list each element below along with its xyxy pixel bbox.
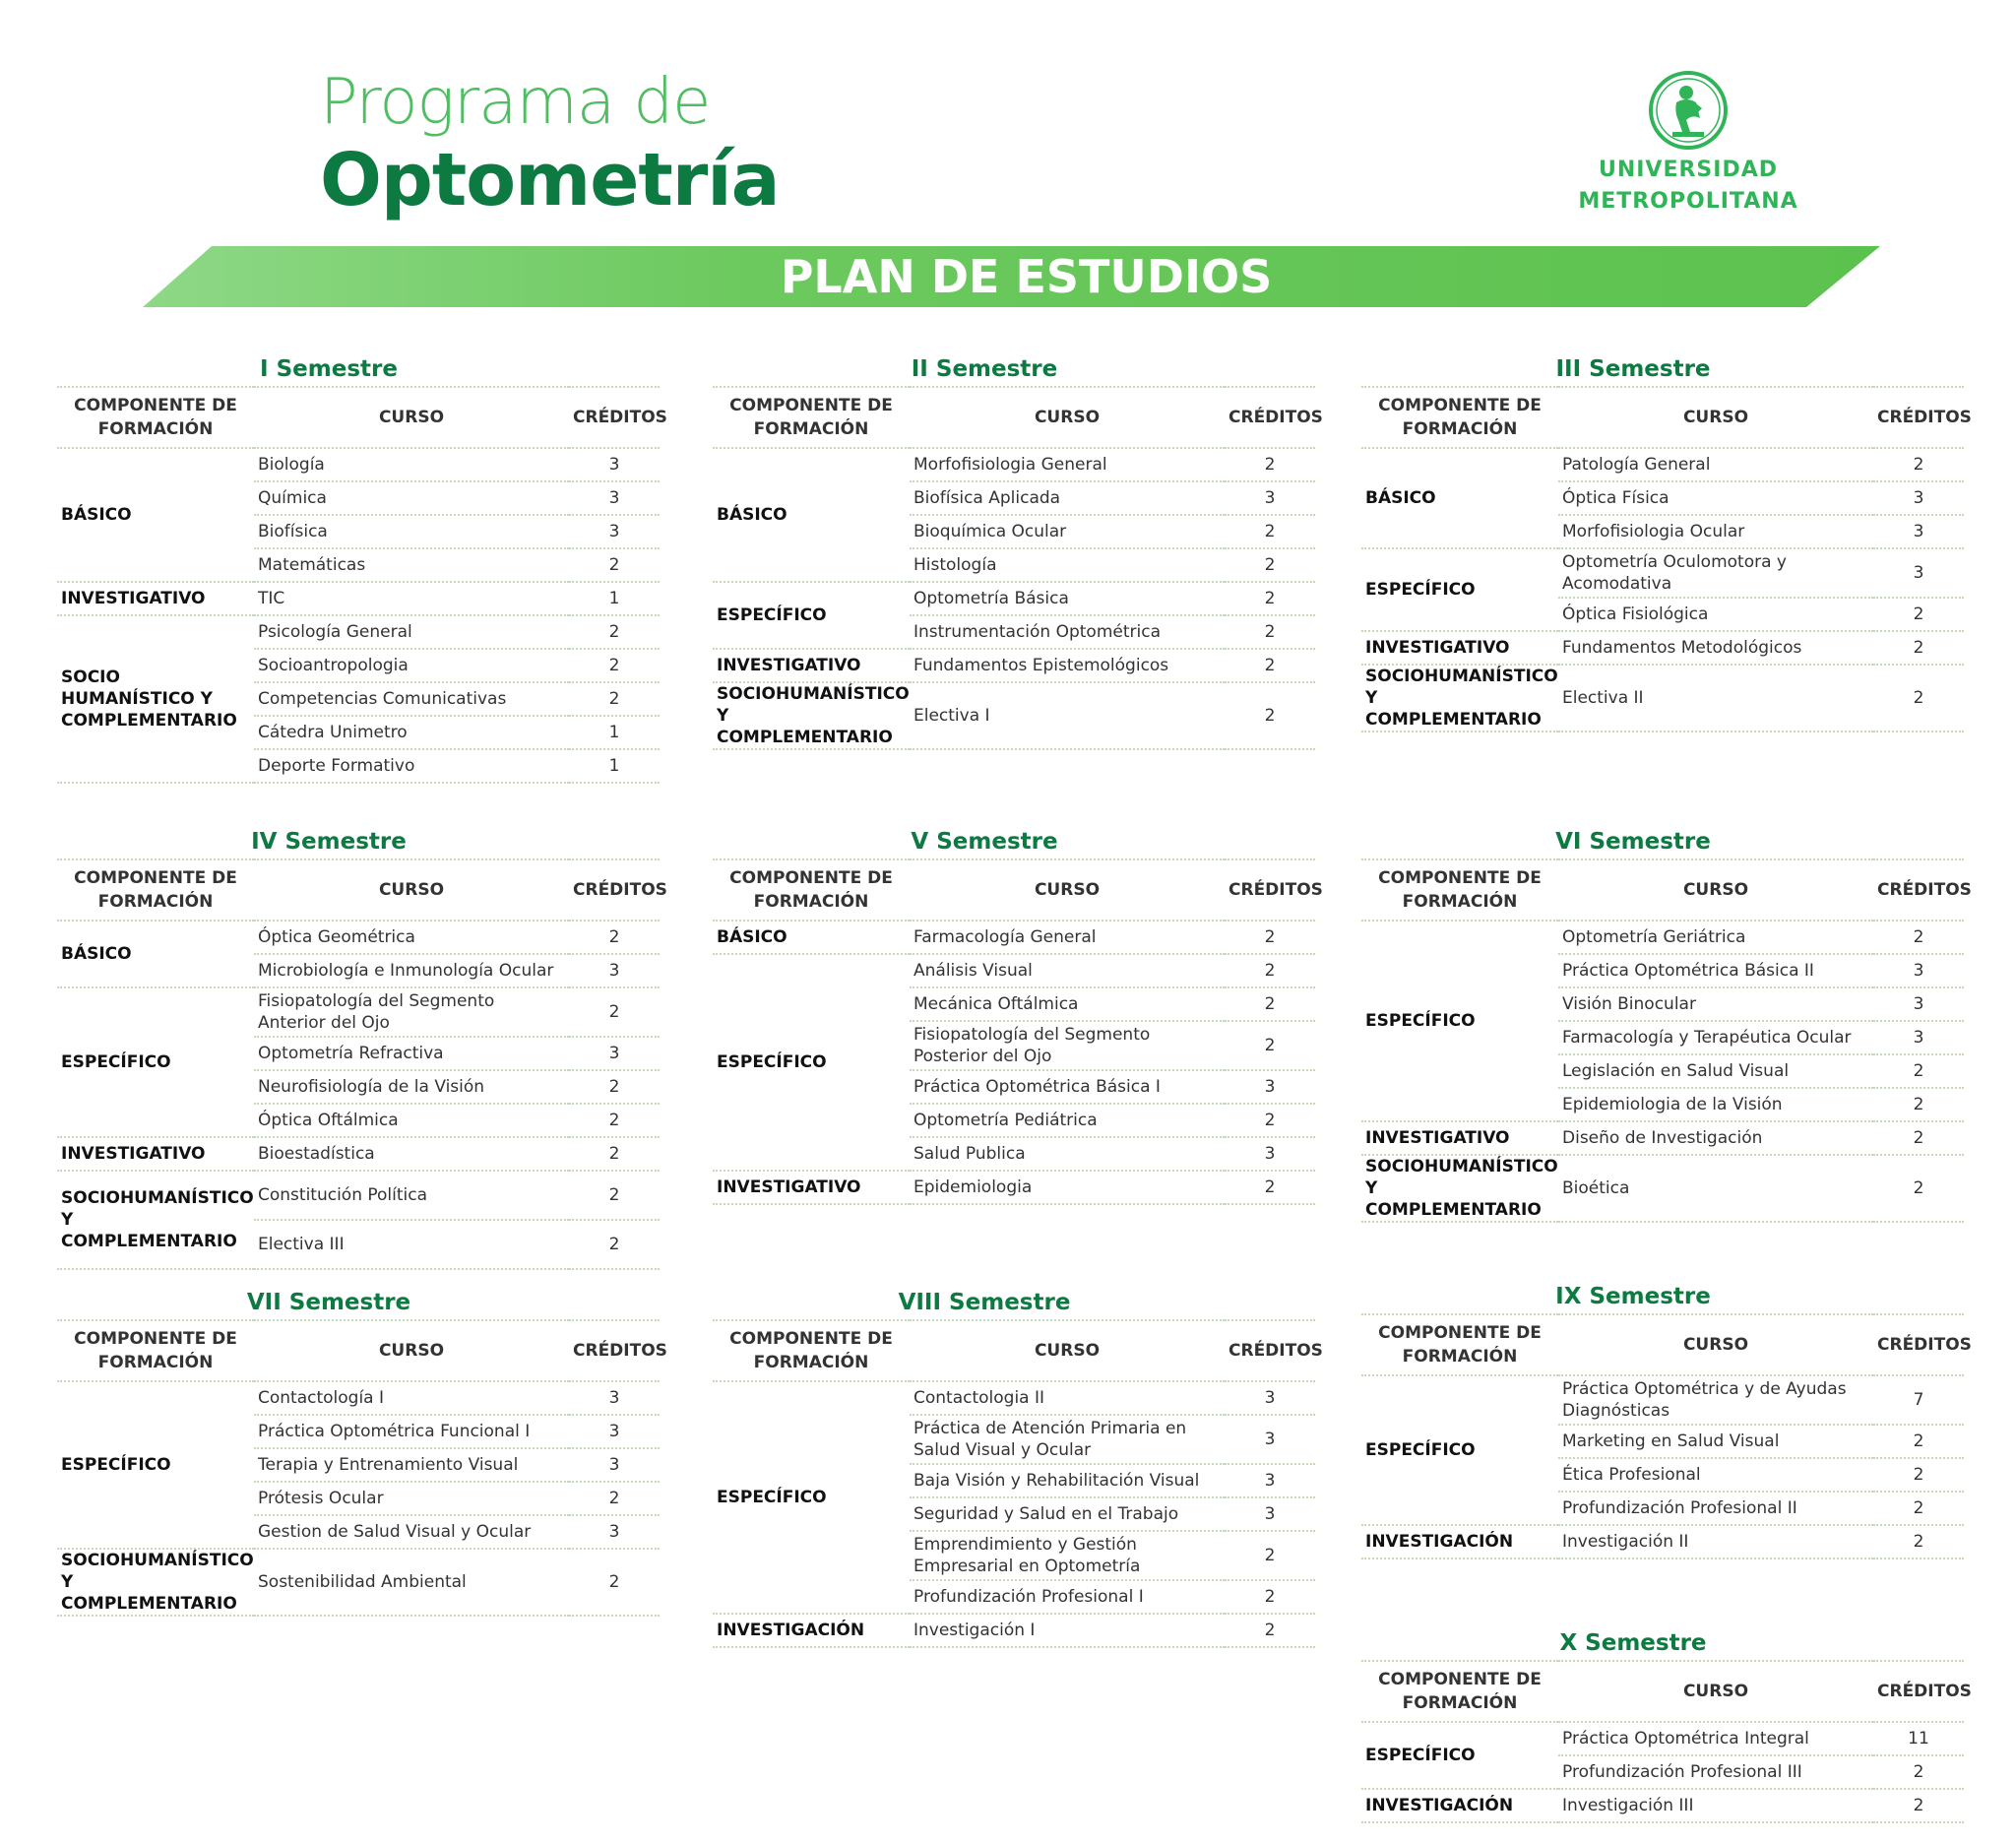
course-name: Prótesis Ocular: [254, 1482, 569, 1515]
table-row: [713, 1614, 1315, 1647]
header-credits: CRÉDITOS: [1225, 387, 1315, 448]
semester-block: [57, 352, 667, 784]
header-course: CURSO: [1558, 387, 1873, 448]
course-credits: 2: [569, 921, 660, 954]
course-credits: 3: [1225, 1464, 1315, 1497]
component-label: BÁSICO: [713, 921, 910, 954]
course-credits: 2: [1225, 682, 1315, 749]
table-row: [57, 582, 660, 615]
header-credits: CRÉDITOS: [569, 859, 660, 921]
component-label: INVESTIGATIVO: [1361, 1121, 1558, 1155]
header-credits: CRÉDITOS: [1873, 387, 1964, 448]
course-credits: 2: [1873, 448, 1964, 481]
component-label: BÁSICO: [1361, 448, 1558, 548]
course-credits: 2: [1873, 1492, 1964, 1525]
course-credits: 1: [569, 749, 660, 783]
semester-block: [713, 825, 1323, 1205]
course-name: Práctica Optométrica Integral: [1558, 1722, 1873, 1755]
course-name: Baja Visión y Rehabilitación Visual: [910, 1464, 1225, 1497]
component-label: BÁSICO: [57, 448, 254, 582]
course-name: Microbiología e Inmunología Ocular: [254, 954, 569, 987]
semester-title: II Semestre: [911, 356, 1058, 382]
course-name: Optometría Pediátrica: [910, 1104, 1225, 1137]
component-label: INVESTIGACIÓN: [1361, 1525, 1558, 1558]
semester-title: I Semestre: [260, 356, 398, 382]
course-credits: 3: [569, 1448, 660, 1482]
semester-block: [713, 1286, 1323, 1648]
course-name: Psicología General: [254, 615, 569, 649]
course-credits: 2: [1225, 1104, 1315, 1137]
course-name: Visión Binocular: [1558, 987, 1873, 1021]
course-name: Cátedra Unimetro: [254, 716, 569, 749]
component-label: ESPECÍFICO: [713, 954, 910, 1171]
course-credits: 3: [1873, 1021, 1964, 1054]
plan-banner-text: PLAN DE ESTUDIOS: [780, 250, 1273, 303]
component-label: BÁSICO: [713, 448, 910, 582]
semester-table: [57, 858, 667, 1270]
course-credits: 2: [1873, 1155, 1964, 1222]
course-credits: 7: [1873, 1375, 1964, 1425]
course-credits: 11: [1873, 1722, 1964, 1755]
table-row: [713, 1381, 1315, 1415]
course-credits: 2: [569, 1137, 660, 1171]
component-label: ESPECÍFICO: [57, 987, 254, 1137]
course-credits: 2: [569, 1070, 660, 1104]
table-row: [713, 448, 1315, 481]
table-row: [57, 1171, 660, 1220]
course-name: Seguridad y Salud en el Trabajo: [910, 1497, 1225, 1531]
course-name: Optometría Geriátrica: [1558, 921, 1873, 954]
course-name: Óptica Fisiológica: [1558, 598, 1873, 631]
course-credits: 3: [1873, 954, 1964, 987]
table-row: [1361, 1789, 1964, 1822]
course-name: Matemáticas: [254, 548, 569, 582]
header-course: CURSO: [910, 387, 1225, 448]
course-credits: 3: [1225, 1070, 1315, 1104]
table-row: [1361, 1375, 1964, 1425]
course-name: Terapia y Entrenamiento Visual: [254, 1448, 569, 1482]
semester-block: [713, 352, 1323, 750]
course-credits: 2: [1873, 665, 1964, 731]
course-credits: 2: [1873, 1458, 1964, 1492]
course-credits: 2: [569, 682, 660, 716]
course-credits: 2: [569, 548, 660, 582]
course-name: Optometría Básica: [910, 582, 1225, 615]
component-label: ESPECÍFICO: [1361, 548, 1558, 631]
course-name: Contactologia II: [910, 1381, 1225, 1415]
semester-block: [1361, 1626, 1972, 1823]
component-label: INVESTIGATIVO: [713, 1171, 910, 1204]
header-course: CURSO: [1558, 1661, 1873, 1722]
semester-title: V Semestre: [911, 829, 1058, 855]
table-row: [713, 954, 1315, 987]
component-label: INVESTIGATIVO: [1361, 631, 1558, 665]
course-credits: 2: [1225, 1021, 1315, 1070]
header-course: CURSO: [254, 1320, 569, 1381]
table-row: [1361, 1121, 1964, 1155]
component-label: SOCIOHUMANÍSTICO Y COMPLEMENTARIO: [713, 682, 910, 749]
semester-title: III Semestre: [1555, 356, 1711, 382]
table-row: [57, 1381, 660, 1415]
university-name-line2: METROPOLITANA: [1578, 189, 1798, 214]
course-credits: 3: [569, 515, 660, 548]
course-name: Óptica Física: [1558, 481, 1873, 515]
table-row: [57, 921, 660, 954]
component-label: SOCIOHUMANÍSTICO Y COMPLEMENTARIO: [1361, 665, 1558, 731]
table-row: [713, 921, 1315, 954]
semester-title: VI Semestre: [1555, 829, 1711, 855]
course-name: Fisiopatología del Segmento Anterior del Ojo: [254, 987, 569, 1037]
plan-banner: [143, 246, 1880, 307]
course-name: Ética Profesional: [1558, 1458, 1873, 1492]
course-name: Constitución Política: [254, 1171, 569, 1220]
course-name: Profundización Profesional I: [910, 1580, 1225, 1614]
course-name: Electiva II: [1558, 665, 1873, 731]
table-row: [1361, 1525, 1964, 1558]
component-label: ESPECÍFICO: [713, 1381, 910, 1614]
course-credits: 2: [569, 1220, 660, 1269]
component-label: ESPECÍFICO: [1361, 1722, 1558, 1789]
course-credits: 3: [569, 1037, 660, 1070]
course-credits: 2: [1225, 987, 1315, 1021]
header-component: COMPONENTE DE FORMACIÓN: [1361, 387, 1558, 448]
header-component: COMPONENTE DE FORMACIÓN: [1361, 1314, 1558, 1375]
course-name: Investigación III: [1558, 1789, 1873, 1822]
course-name: Farmacología y Terapéutica Ocular: [1558, 1021, 1873, 1054]
header-course: CURSO: [910, 859, 1225, 921]
component-label: INVESTIGACIÓN: [1361, 1789, 1558, 1822]
header-component: COMPONENTE DE FORMACIÓN: [713, 1320, 910, 1381]
course-credits: 2: [1225, 954, 1315, 987]
header-credits: CRÉDITOS: [1873, 1661, 1964, 1722]
university-name-line1: UNIVERSIDAD: [1598, 158, 1779, 182]
table-row: [1361, 631, 1964, 665]
table-row: [713, 682, 1315, 749]
course-credits: 3: [1873, 987, 1964, 1021]
component-label: ESPECÍFICO: [713, 582, 910, 649]
semester-table: [713, 386, 1323, 750]
table-row: [1361, 921, 1964, 954]
component-label: INVESTIGATIVO: [57, 582, 254, 615]
course-credits: 2: [1873, 1121, 1964, 1155]
header-credits: CRÉDITOS: [1225, 1320, 1315, 1381]
table-row: [57, 1137, 660, 1171]
course-name: Fisiopatología del Segmento Posterior del Ojo: [910, 1021, 1225, 1070]
course-name: TIC: [254, 582, 569, 615]
course-name: Investigación II: [1558, 1525, 1873, 1558]
course-name: Práctica Optométrica Básica I: [910, 1070, 1225, 1104]
course-name: Histología: [910, 548, 1225, 582]
component-label: SOCIOHUMANÍSTICO Y COMPLEMENTARIO: [1361, 1155, 1558, 1222]
course-credits: 2: [569, 1171, 660, 1220]
table-row: [57, 615, 660, 649]
course-credits: 2: [569, 1104, 660, 1137]
component-label: BÁSICO: [57, 921, 254, 987]
course-credits: 2: [1873, 631, 1964, 665]
course-name: Óptica Oftálmica: [254, 1104, 569, 1137]
course-name: Práctica Optométrica Básica II: [1558, 954, 1873, 987]
course-credits: 3: [569, 481, 660, 515]
component-label: ESPECÍFICO: [57, 1381, 254, 1549]
course-name: Biofísica Aplicada: [910, 481, 1225, 515]
semester-table: [1361, 858, 1972, 1223]
course-credits: 3: [1225, 1381, 1315, 1415]
semester-title: X Semestre: [1559, 1630, 1707, 1656]
course-credits: 2: [569, 615, 660, 649]
course-name: Legislación en Salud Visual: [1558, 1054, 1873, 1088]
course-credits: 2: [569, 649, 660, 682]
course-name: Neurofisiología de la Visión: [254, 1070, 569, 1104]
course-name: Profundización Profesional III: [1558, 1755, 1873, 1789]
course-name: Práctica de Atención Primaria en Salud Visual y Ocular: [910, 1415, 1225, 1464]
course-name: Deporte Formativo: [254, 749, 569, 783]
table-row: [713, 1171, 1315, 1204]
table-row: [1361, 548, 1964, 598]
table-row: [1361, 448, 1964, 481]
header-credits: CRÉDITOS: [569, 1320, 660, 1381]
university-logo: [1575, 69, 1801, 215]
course-name: Bioquímica Ocular: [910, 515, 1225, 548]
semester-title: VII Semestre: [246, 1290, 411, 1315]
semester-table: [1361, 1660, 1972, 1823]
course-credits: 3: [1873, 481, 1964, 515]
course-credits: 2: [1225, 1614, 1315, 1647]
component-label: SOCIOHUMANÍSTICO Y COMPLEMENTARIO: [57, 1549, 254, 1616]
course-name: Química: [254, 481, 569, 515]
semester-block: [1361, 825, 1972, 1223]
course-name: Epidemiologia de la Visión: [1558, 1088, 1873, 1121]
semester-title: VIII Semestre: [898, 1290, 1071, 1315]
header-course: CURSO: [1558, 1314, 1873, 1375]
semester-block: [57, 1286, 667, 1617]
header-course: CURSO: [1558, 859, 1873, 921]
course-credits: 3: [569, 1415, 660, 1448]
header-course: CURSO: [254, 387, 569, 448]
table-row: [57, 448, 660, 481]
course-credits: 2: [1225, 649, 1315, 682]
course-credits: 2: [1873, 1525, 1964, 1558]
course-credits: 2: [1873, 921, 1964, 954]
course-credits: 2: [1225, 448, 1315, 481]
table-row: [57, 987, 660, 1037]
course-name: Bioestadística: [254, 1137, 569, 1171]
header-course: CURSO: [254, 859, 569, 921]
header-component: COMPONENTE DE FORMACIÓN: [1361, 1661, 1558, 1722]
semester-title: IV Semestre: [251, 829, 407, 855]
table-row: [1361, 1155, 1964, 1222]
course-name: Optometría Refractiva: [254, 1037, 569, 1070]
course-name: Mecánica Oftálmica: [910, 987, 1225, 1021]
header-credits: CRÉDITOS: [1873, 1314, 1964, 1375]
table-row: [713, 582, 1315, 615]
semester-block: [1361, 1280, 1972, 1559]
component-label: INVESTIGATIVO: [57, 1137, 254, 1171]
course-credits: 3: [1873, 515, 1964, 548]
header-component: COMPONENTE DE FORMACIÓN: [713, 387, 910, 448]
thinker-emblem-icon: [1647, 69, 1730, 152]
table-row: [1361, 1722, 1964, 1755]
course-name: Biofísica: [254, 515, 569, 548]
course-name: Epidemiologia: [910, 1171, 1225, 1204]
course-credits: 3: [569, 1515, 660, 1549]
course-credits: 2: [1225, 1171, 1315, 1204]
program-title: [320, 65, 780, 221]
semester-table: [713, 1319, 1323, 1648]
course-name: Profundización Profesional II: [1558, 1492, 1873, 1525]
course-name: Instrumentación Optométrica: [910, 615, 1225, 649]
course-credits: 2: [1873, 1054, 1964, 1088]
course-credits: 3: [1225, 1137, 1315, 1171]
course-name: Óptica Geométrica: [254, 921, 569, 954]
course-name: Patología General: [1558, 448, 1873, 481]
semester-block: [57, 825, 667, 1270]
course-name: Sostenibilidad Ambiental: [254, 1549, 569, 1616]
course-name: Bioética: [1558, 1155, 1873, 1222]
course-credits: 3: [569, 448, 660, 481]
course-credits: 2: [1873, 598, 1964, 631]
course-name: Emprendimiento y Gestión Empresarial en Optometría: [910, 1531, 1225, 1580]
course-name: Biología: [254, 448, 569, 481]
course-credits: 3: [1225, 481, 1315, 515]
header-credits: CRÉDITOS: [1873, 859, 1964, 921]
header-credits: CRÉDITOS: [1225, 859, 1315, 921]
component-label: INVESTIGACIÓN: [713, 1614, 910, 1647]
course-credits: 2: [1225, 1580, 1315, 1614]
course-name: Diseño de Investigación: [1558, 1121, 1873, 1155]
course-credits: 2: [569, 987, 660, 1037]
component-label: ESPECÍFICO: [1361, 921, 1558, 1121]
semester-table: [1361, 1313, 1972, 1559]
course-credits: 2: [1873, 1755, 1964, 1789]
program-title-line2: Optometría: [320, 138, 780, 223]
table-row: [57, 1549, 660, 1616]
program-title-line1: Programa de: [320, 66, 711, 139]
course-name: Socioantropologia: [254, 649, 569, 682]
course-name: Fundamentos Metodológicos: [1558, 631, 1873, 665]
course-name: Investigación I: [910, 1614, 1225, 1647]
course-credits: 2: [1873, 1789, 1964, 1822]
header-component: COMPONENTE DE FORMACIÓN: [713, 859, 910, 921]
table-row: [713, 649, 1315, 682]
component-label: SOCIO HUMANÍSTICO Y COMPLEMENTARIO: [57, 615, 254, 783]
component-label: SOCIOHUMANÍSTICO Y COMPLEMENTARIO: [57, 1171, 254, 1269]
course-name: Electiva III: [254, 1220, 569, 1269]
course-credits: 2: [1225, 615, 1315, 649]
course-credits: 2: [1873, 1088, 1964, 1121]
course-name: Morfofisiologia Ocular: [1558, 515, 1873, 548]
course-credits: 3: [1873, 548, 1964, 598]
course-name: Optometría Oculomotora y Acomodativa: [1558, 548, 1873, 598]
semester-table: [57, 1319, 667, 1617]
header-component: COMPONENTE DE FORMACIÓN: [1361, 859, 1558, 921]
component-label: INVESTIGATIVO: [713, 649, 910, 682]
course-credits: 2: [1225, 921, 1315, 954]
course-credits: 2: [1225, 515, 1315, 548]
course-name: Análisis Visual: [910, 954, 1225, 987]
header-component: COMPONENTE DE FORMACIÓN: [57, 859, 254, 921]
course-name: Farmacología General: [910, 921, 1225, 954]
course-name: Competencias Comunicativas: [254, 682, 569, 716]
course-credits: 2: [1873, 1425, 1964, 1458]
semester-block: [1361, 352, 1972, 732]
semester-table: [1361, 386, 1972, 732]
course-name: Práctica Optométrica Funcional I: [254, 1415, 569, 1448]
course-credits: 3: [569, 1381, 660, 1415]
course-name: Contactología I: [254, 1381, 569, 1415]
course-name: Morfofisiologia General: [910, 448, 1225, 481]
semester-table: [713, 858, 1323, 1205]
component-label: ESPECÍFICO: [1361, 1375, 1558, 1525]
course-name: Fundamentos Epistemológicos: [910, 649, 1225, 682]
table-row: [1361, 665, 1964, 731]
course-name: Salud Publica: [910, 1137, 1225, 1171]
course-credits: 3: [569, 954, 660, 987]
course-name: Práctica Optométrica y de Ayudas Diagnósticas: [1558, 1375, 1873, 1425]
course-credits: 2: [1225, 548, 1315, 582]
course-credits: 2: [1225, 1531, 1315, 1580]
course-name: Electiva I: [910, 682, 1225, 749]
course-credits: 2: [1225, 582, 1315, 615]
semester-title: IX Semestre: [1555, 1284, 1711, 1309]
course-credits: 2: [569, 1549, 660, 1616]
course-credits: 1: [569, 582, 660, 615]
course-credits: 3: [1225, 1415, 1315, 1464]
header-component: COMPONENTE DE FORMACIÓN: [57, 1320, 254, 1381]
header-course: CURSO: [910, 1320, 1225, 1381]
course-credits: 2: [569, 1482, 660, 1515]
header-credits: CRÉDITOS: [569, 387, 660, 448]
course-credits: 3: [1225, 1497, 1315, 1531]
semester-table: [57, 386, 667, 784]
header-component: COMPONENTE DE FORMACIÓN: [57, 387, 254, 448]
course-credits: 1: [569, 716, 660, 749]
course-name: Gestion de Salud Visual y Ocular: [254, 1515, 569, 1549]
course-name: Marketing en Salud Visual: [1558, 1425, 1873, 1458]
